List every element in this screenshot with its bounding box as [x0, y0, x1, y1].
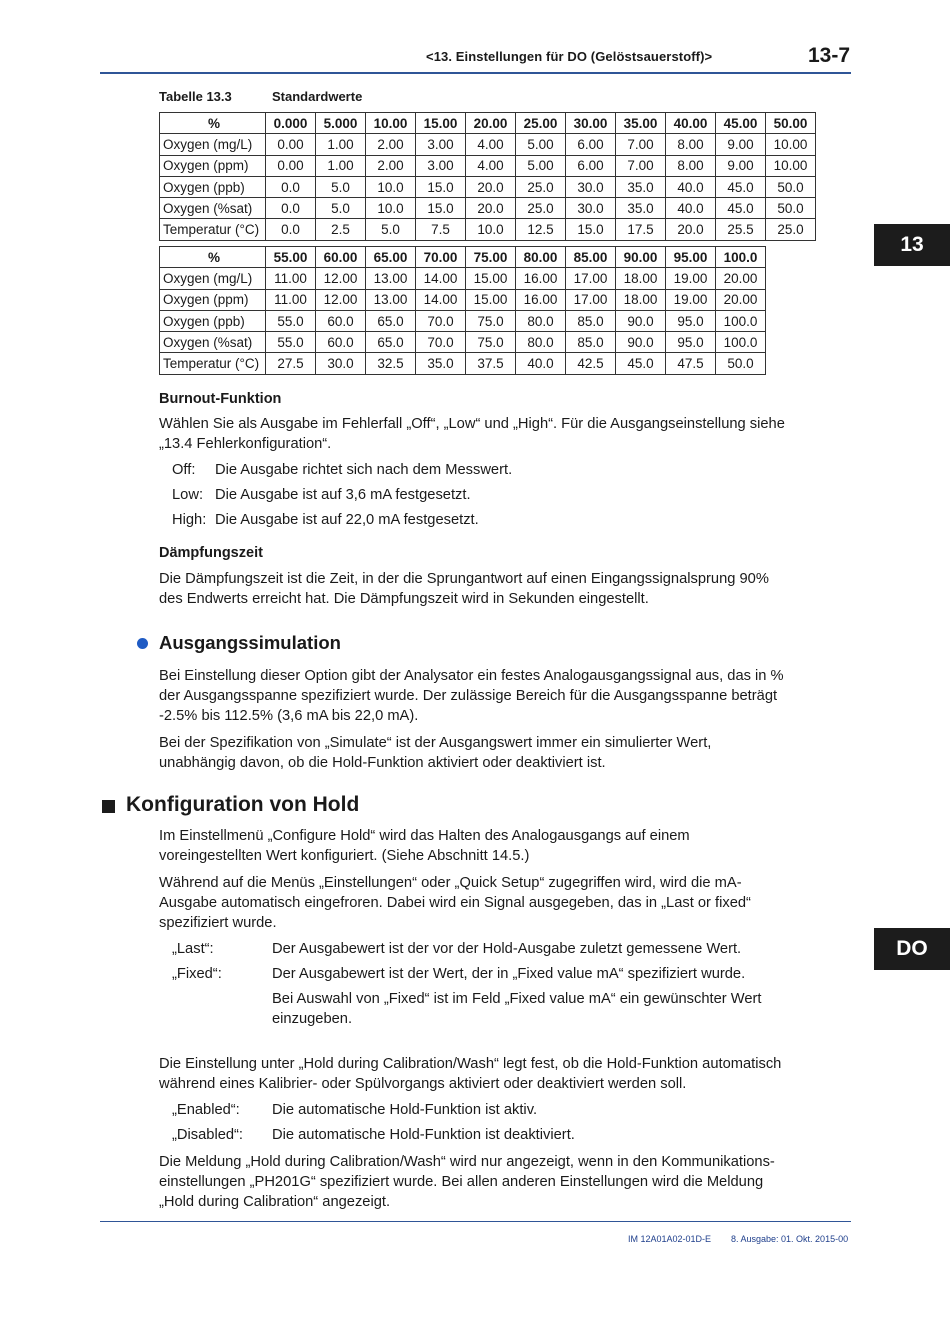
table-cell: 6.00: [566, 155, 616, 176]
table-cell: 80.00: [516, 247, 566, 268]
table-cell: 20.0: [666, 219, 716, 240]
row-label: Oxygen (ppm): [160, 289, 266, 310]
table-cell: 0.00: [266, 155, 316, 176]
running-header-title: <13. Einstellungen für DO (Gelöstsauerstoff)>: [426, 49, 713, 64]
table-row: [160, 268, 766, 289]
table-row: [160, 176, 816, 197]
table-cell: 100.0: [716, 247, 766, 268]
table-cell: 55.0: [266, 310, 316, 331]
row-label: %: [160, 113, 266, 134]
table-cell: 95.0: [666, 310, 716, 331]
damping-text: Die Dämpfungszeit ist die Zeit, in der die Sprungantwort auf einen Eingangssignalsprung 90% des Endwerts erreicht hat. Die Dämpfungszeit wird in Sekunden eingestellt.: [159, 571, 769, 607]
table-cell: 80.0: [516, 332, 566, 353]
table-cell: 11.00: [266, 289, 316, 310]
table-cell: 5.000: [316, 113, 366, 134]
table-cell: 2.00: [366, 134, 416, 155]
row-label: Temperatur (°C): [160, 219, 266, 240]
table-cell: 5.0: [316, 198, 366, 219]
table-cell: 4.00: [466, 134, 516, 155]
table-cell: 65.00: [366, 247, 416, 268]
table-cell: 9.00: [716, 134, 766, 155]
table-cell: 8.00: [666, 134, 716, 155]
table-row: [160, 113, 816, 134]
table-cell: 17.5: [616, 219, 666, 240]
table-cell: 20.00: [466, 113, 516, 134]
table-cell: 10.00: [366, 113, 416, 134]
table-row: [160, 310, 766, 331]
table-cell: 10.0: [366, 176, 416, 197]
table-cell: 20.0: [466, 198, 516, 219]
table-row: [160, 219, 816, 240]
table-cell: 35.0: [616, 176, 666, 197]
row-label: Oxygen (ppb): [160, 310, 266, 331]
table-cell: 25.0: [516, 198, 566, 219]
table-cell: 100.0: [716, 310, 766, 331]
simulation-paragraph-1: Bei Einstellung dieser Option gibt der Analysator ein festes Analogausgangssignal aus, das in % der Ausgangsspanne spezifiziert wurde. Der zulässige Bereich für die Ausgangsspanne beträgt -2.5% bis 112.5% (3,6 mA bis 22,0 mA).: [159, 668, 784, 724]
table-cell: 15.00: [466, 268, 516, 289]
table-cell: 17.00: [566, 289, 616, 310]
square-bullet-icon: [102, 800, 115, 813]
table-cell: 5.00: [516, 155, 566, 176]
table-cell: 27.5: [266, 353, 316, 374]
table-cell: 15.00: [466, 289, 516, 310]
table-cell: 20.00: [716, 289, 766, 310]
row-label: Oxygen (mg/L): [160, 134, 266, 155]
table-cell: 6.00: [566, 134, 616, 155]
burnout-option-low: Low: Die Ausgabe ist auf 3,6 mA festgesetzt.: [172, 487, 471, 503]
row-label: Oxygen (mg/L): [160, 268, 266, 289]
row-label: Oxygen (%sat): [160, 332, 266, 353]
table-cell: 20.00: [716, 268, 766, 289]
table-cell: 35.0: [616, 198, 666, 219]
table-cell: 50.00: [766, 113, 816, 134]
table-cell: 1.00: [316, 155, 366, 176]
simulation-paragraph-2: Bei der Spezifikation von „Simulate“ ist der Ausgangswert immer ein simulierter Wert, unabhängig davon, ob die Hold-Funktion aktiviert oder deaktiviert ist.: [159, 735, 712, 771]
hold-paragraph-2: Während auf die Menüs „Einstellungen“ oder „Quick Setup“ zugegriffen wird, wird die mA- Ausgabe automatisch eingefroren. Dabei wird ein Signal ausgegeben, das in „Last or fixed“ spezifiziert wurde.: [159, 875, 751, 931]
table-cell: 47.5: [666, 353, 716, 374]
footer-doc-id: IM 12A01A02-01D-E: [628, 1234, 712, 1244]
table-cell: 30.0: [566, 176, 616, 197]
table-cell: 95.00: [666, 247, 716, 268]
page-number: 13-7: [808, 44, 851, 67]
table-cell: 75.0: [466, 310, 516, 331]
footer-rule: [100, 1221, 851, 1222]
burnout-option-high: High: Die Ausgabe ist auf 22,0 mA festgesetzt.: [172, 512, 479, 528]
hold-option-disabled: „Disabled“: Die automatische Hold-Funktion ist deaktiviert.: [172, 1127, 575, 1143]
table-cell: 40.00: [666, 113, 716, 134]
row-label: %: [160, 247, 266, 268]
chapter-tab[interactable]: 13: [874, 224, 950, 266]
row-label: Oxygen (%sat): [160, 198, 266, 219]
table-cell: 75.0: [466, 332, 516, 353]
hold-paragraph-1: Im Einstellmenü „Configure Hold“ wird das Halten des Analogausgangs auf einem voreingestellten Wert konfiguriert. (Siehe Abschnitt 14.5.): [159, 828, 690, 864]
table-cell: 20.0: [466, 176, 516, 197]
table-cell: 1.00: [316, 134, 366, 155]
table-cell: 8.00: [666, 155, 716, 176]
header-rule: [100, 72, 851, 74]
table-row: [160, 247, 766, 268]
table-cell: 75.00: [466, 247, 516, 268]
table-cell: 12.00: [316, 289, 366, 310]
table-cell: 14.00: [416, 268, 466, 289]
footer-edition: 8. Ausgabe: 01. Okt. 2015-00: [731, 1234, 849, 1244]
default-values-table-part1: [159, 112, 816, 241]
hold-paragraph-3: Die Einstellung unter „Hold during Calibration/Wash“ legt fest, ob die Hold-Funktion automatisch während eines Kalibrier- oder Spülvorgangs aktiviert oder deaktiviert werden soll.: [159, 1056, 782, 1092]
table-cell: 45.0: [716, 198, 766, 219]
table-cell: 0.0: [266, 219, 316, 240]
table-cell: 18.00: [616, 268, 666, 289]
hold-fixed-note: Bei Auswahl von „Fixed“ ist im Feld „Fixed value mA“ ein gewünschter Wert einzugeben.: [272, 991, 762, 1027]
bullet-icon: [137, 638, 148, 649]
burnout-heading: Burnout-Funktion: [159, 391, 282, 407]
table-cell: 70.00: [416, 247, 466, 268]
table-cell: 95.0: [666, 332, 716, 353]
table-cell: 85.0: [566, 332, 616, 353]
table-cell: 40.0: [666, 176, 716, 197]
table-cell: 3.00: [416, 134, 466, 155]
table-cell: 55.00: [266, 247, 316, 268]
burnout-text: Wählen Sie als Ausgabe im Fehlerfall „Off“, „Low“ und „High“. Für die Ausgangseinstellung siehe „13.4 Fehlerkonfiguration“.: [159, 416, 785, 452]
table-cell: 15.00: [416, 113, 466, 134]
table-cell: 10.00: [766, 155, 816, 176]
table-cell: 19.00: [666, 268, 716, 289]
table-cell: 90.0: [616, 332, 666, 353]
table-cell: 80.0: [516, 310, 566, 331]
hold-option-fixed: „Fixed“: Der Ausgabewert ist der Wert, der in „Fixed value mA“ spezifiziert wurde.: [172, 966, 746, 982]
table-cell: 45.00: [716, 113, 766, 134]
table-cell: 70.0: [416, 332, 466, 353]
table-cell: 50.0: [766, 176, 816, 197]
table-cell: 0.00: [266, 134, 316, 155]
table-title: Standardwerte: [272, 89, 363, 104]
table-cell: 40.0: [666, 198, 716, 219]
table-cell: 9.00: [716, 155, 766, 176]
table-cell: 50.0: [766, 198, 816, 219]
damping-heading: Dämpfungszeit: [159, 545, 263, 561]
table-cell: 60.0: [316, 310, 366, 331]
table-cell: 0.0: [266, 198, 316, 219]
row-label: Oxygen (ppm): [160, 155, 266, 176]
table-cell: 70.0: [416, 310, 466, 331]
table-cell: 16.00: [516, 268, 566, 289]
table-cell: 12.5: [516, 219, 566, 240]
table-cell: 60.00: [316, 247, 366, 268]
table-cell: 15.0: [566, 219, 616, 240]
table-row: [160, 155, 816, 176]
table-cell: 35.00: [616, 113, 666, 134]
table-cell: 3.00: [416, 155, 466, 176]
row-label: Oxygen (ppb): [160, 176, 266, 197]
table-cell: 90.00: [616, 247, 666, 268]
table-cell: 5.0: [316, 176, 366, 197]
table-cell: 10.0: [366, 198, 416, 219]
table-cell: 60.0: [316, 332, 366, 353]
table-row: [160, 332, 766, 353]
table-label: Tabelle 13.3: [159, 89, 232, 104]
table-cell: 85.00: [566, 247, 616, 268]
table-cell: 25.00: [516, 113, 566, 134]
table-row: [160, 289, 766, 310]
table-cell: 14.00: [416, 289, 466, 310]
table-cell: 15.0: [416, 176, 466, 197]
table-row: [160, 353, 766, 374]
table-cell: 32.5: [366, 353, 416, 374]
table-caption: [159, 89, 363, 104]
table-cell: 13.00: [366, 268, 416, 289]
table-cell: 37.5: [466, 353, 516, 374]
table-cell: 0.0: [266, 176, 316, 197]
table-cell: 0.000: [266, 113, 316, 134]
table-cell: 45.0: [616, 353, 666, 374]
table-cell: 100.0: [716, 332, 766, 353]
table-cell: 7.00: [616, 134, 666, 155]
simulation-heading: Ausgangssimulation: [159, 632, 341, 653]
hold-option-enabled: „Enabled“: Die automatische Hold-Funktion ist aktiv.: [172, 1102, 538, 1118]
table-cell: 90.0: [616, 310, 666, 331]
default-values-table-part2: [159, 246, 766, 375]
table-cell: 25.0: [516, 176, 566, 197]
hold-paragraph-4: Die Meldung „Hold during Calibration/Wash“ wird nur angezeigt, wenn in den Kommunikations- einstellungen „PH201G“ spezifiziert wurde. Bei allen anderen Einstellungen wird die Meldung „Hold during Calibration“ angezeigt.: [159, 1154, 775, 1210]
table-cell: 5.00: [516, 134, 566, 155]
table-cell: 10.00: [766, 134, 816, 155]
section-tab-do[interactable]: DO: [874, 928, 950, 970]
table-cell: 25.0: [766, 219, 816, 240]
table-cell: 15.0: [416, 198, 466, 219]
table-cell: 30.0: [566, 198, 616, 219]
table-cell: 35.0: [416, 353, 466, 374]
table-cell: 2.5: [316, 219, 366, 240]
table-cell: 11.00: [266, 268, 316, 289]
table-cell: 7.5: [416, 219, 466, 240]
table-cell: 65.0: [366, 332, 416, 353]
table-cell: 50.0: [716, 353, 766, 374]
table-cell: 5.0: [366, 219, 416, 240]
table-cell: 55.0: [266, 332, 316, 353]
table-cell: 13.00: [366, 289, 416, 310]
table-cell: 42.5: [566, 353, 616, 374]
table-row: [160, 198, 816, 219]
table-cell: 19.00: [666, 289, 716, 310]
table-cell: 65.0: [366, 310, 416, 331]
table-cell: 30.00: [566, 113, 616, 134]
row-label: Temperatur (°C): [160, 353, 266, 374]
table-cell: 17.00: [566, 268, 616, 289]
table-cell: 45.0: [716, 176, 766, 197]
table-cell: 10.0: [466, 219, 516, 240]
table-row: [160, 134, 816, 155]
table-cell: 7.00: [616, 155, 666, 176]
table-cell: 16.00: [516, 289, 566, 310]
table-cell: 4.00: [466, 155, 516, 176]
table-cell: 25.5: [716, 219, 766, 240]
table-cell: 2.00: [366, 155, 416, 176]
hold-option-last: „Last“: Der Ausgabewert ist der vor der Hold-Ausgabe zuletzt gemessene Wert.: [172, 941, 742, 957]
table-cell: 40.0: [516, 353, 566, 374]
burnout-option-off: Off: Die Ausgabe richtet sich nach dem Messwert.: [172, 462, 513, 478]
table-cell: 12.00: [316, 268, 366, 289]
hold-heading: Konfiguration von Hold: [126, 793, 360, 816]
table-cell: 30.0: [316, 353, 366, 374]
table-cell: 18.00: [616, 289, 666, 310]
table-cell: 85.0: [566, 310, 616, 331]
